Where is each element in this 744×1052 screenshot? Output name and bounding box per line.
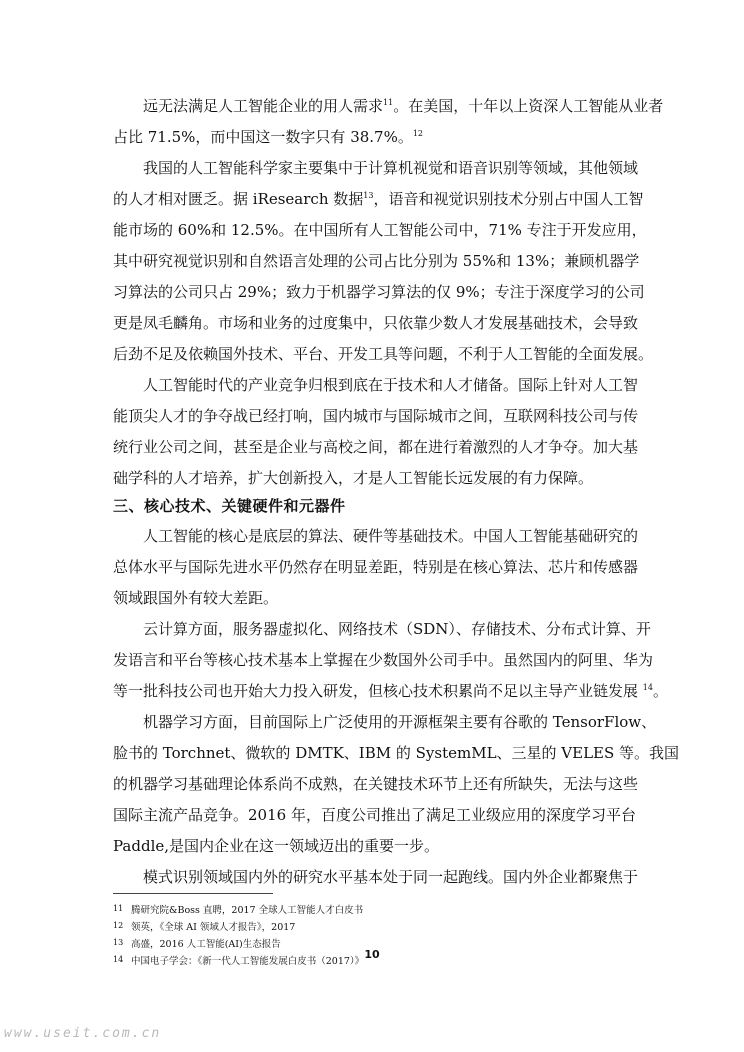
footnote-ref: 13 (363, 191, 374, 200)
text-line (113, 401, 639, 432)
text-segment: 能顶尖人才的争夺战已经打响，国内城市与国际城市之间，互联网科技公司与传 (113, 407, 639, 425)
text-line (113, 676, 668, 707)
section-heading: 三、核心技术、关键硬件和元器件 (113, 497, 346, 515)
text-segment: 能市场的 60%和 12.5%。在中国所有人工智能公司中，71% 专注于开发应用， (113, 221, 647, 239)
text-segment: 习算法的公司只占 29%；致力于机器学习算法的仅 9%；专注于深度学习的公司 (113, 283, 645, 301)
text-line (113, 831, 633, 862)
text-segment: 模式识别领域国内外的研究水平基本处于同一起跑线。国内外企业都聚焦于 (143, 868, 639, 886)
paragraph (113, 862, 639, 893)
footnote-divider (113, 893, 273, 894)
text-segment: 总体水平与国际先进水平仍然存在明显差距，特别是在核心算法、芯片和传感器 (113, 558, 639, 576)
text-line (113, 184, 644, 215)
page-number: 10 (364, 948, 380, 961)
paragraph (113, 153, 654, 370)
text-segment: 脸书的 Torchnet、微软的 DMTK、IBM 的 SystemML、三星的 VELES 等。我国 (113, 744, 680, 762)
text-segment: 发语言和平台等核心技术基本上掌握在少数国外公司手中。虽然国内的阿里、华为 (113, 651, 654, 669)
footnote: 11 腾研究院&Boss 直聘，2017 全球人工智能人才白皮书 (113, 904, 364, 916)
text-segment: 础学科的人才培养，扩大创新投入，才是人工智能长远发展的有力保障。 (113, 469, 594, 487)
text-segment: 远无法满足人工智能企业的用人需求 (143, 97, 384, 115)
text-segment: 。 (652, 682, 668, 700)
text-segment: 其中研究视觉识别和自然语言处理的公司占比分别为 55%和 13%；兼顾机器学 (113, 252, 640, 270)
footnote-ref: 14 (642, 683, 653, 692)
paragraph (113, 614, 668, 707)
text-line (113, 707, 657, 738)
text-line (113, 432, 639, 463)
watermark: www.useit.com.cn (4, 1026, 162, 1041)
text-line (113, 614, 651, 645)
footnote: 14 中国电子学会：《新一代人工智能发展白皮书（2017）》 (113, 955, 365, 967)
text-line (113, 862, 639, 893)
text-segment: 人工智能的核心是底层的算法、硬件等基础技术。中国人工智能基础研究的 (143, 527, 639, 545)
text-segment: Paddle,是国内企业在这一领域迈出的重要一步。 (113, 837, 440, 855)
text-segment: 等一批科技公司也开始大力投入研发，但核心技术积累尚不足以主导产业链发展 (113, 682, 643, 700)
text-segment: 领域跟国外有较大差距。 (113, 589, 279, 607)
text-segment: 机器学习方面，目前国际上广泛使用的开源框架主要有谷歌的 TensorFlow、 (143, 713, 657, 731)
text-line (113, 769, 639, 800)
paragraph (113, 521, 639, 614)
text-line (113, 463, 633, 494)
text-segment: 人工智能时代的产业竞争归根到底在于技术和人才储备。国际上针对人工智 (143, 376, 639, 394)
text-line (113, 738, 680, 769)
text-line (113, 308, 639, 339)
text-segment: 后劲不足及依赖国外技术、平台、开发工具等问题，不利于人工智能的全面发展。 (113, 345, 654, 363)
text-line (113, 552, 639, 583)
text-line (113, 583, 633, 614)
text-segment: 的人才相对匮乏。据 iResearch 数据 (113, 190, 364, 208)
text-line (113, 800, 636, 831)
footnote: 12 领英，《全球 AI 领域人才报告》，2017 (113, 921, 296, 933)
text-segment: 占比 71.5%，而中国这一数字只有 38.7%。 (113, 128, 413, 146)
text-segment: 我国的人工智能科学家主要集中于计算机视觉和语音识别等领域，其他领域 (143, 159, 639, 177)
footnote-ref: 11 (383, 98, 394, 107)
text-segment: 统行业公司之间，甚至是企业与高校之间，都在进行着激烈的人才争夺。加大基 (113, 438, 639, 456)
text-line (113, 91, 664, 122)
text-line (113, 370, 639, 401)
text-line (113, 645, 654, 676)
text-segment: 的机器学习基础理论体系尚不成熟，在关键技术环节上还有所缺失，无法与这些 (113, 775, 639, 793)
paragraph (113, 707, 680, 862)
footnote: 13 高盛，2016 人工智能(AI)生态报告 (113, 938, 281, 950)
text-line (113, 122, 633, 153)
paragraph (113, 370, 639, 494)
text-segment: 更是凤毛麟角。市场和业务的过度集中，只依靠少数人才发展基础技术，会导致 (113, 314, 639, 332)
text-segment: 国际主流产品竞争。2016 年，百度公司推出了满足工业级应用的深度学习平台 (113, 806, 636, 824)
text-line (113, 153, 639, 184)
text-line (113, 277, 645, 308)
paragraph (113, 91, 664, 153)
text-line (113, 339, 654, 370)
text-segment: 云计算方面，服务器虚拟化、网络技术（SDN）、存储技术、分布式计算、开 (143, 620, 651, 638)
text-line (113, 215, 647, 246)
text-line (113, 521, 639, 552)
text-segment: 。在美国，十年以上资深人工智能从业者 (393, 97, 664, 115)
text-line (113, 246, 640, 277)
text-segment: ，语音和视觉识别技术分别占中国人工智 (373, 190, 644, 208)
footnote-ref: 12 (412, 129, 424, 138)
